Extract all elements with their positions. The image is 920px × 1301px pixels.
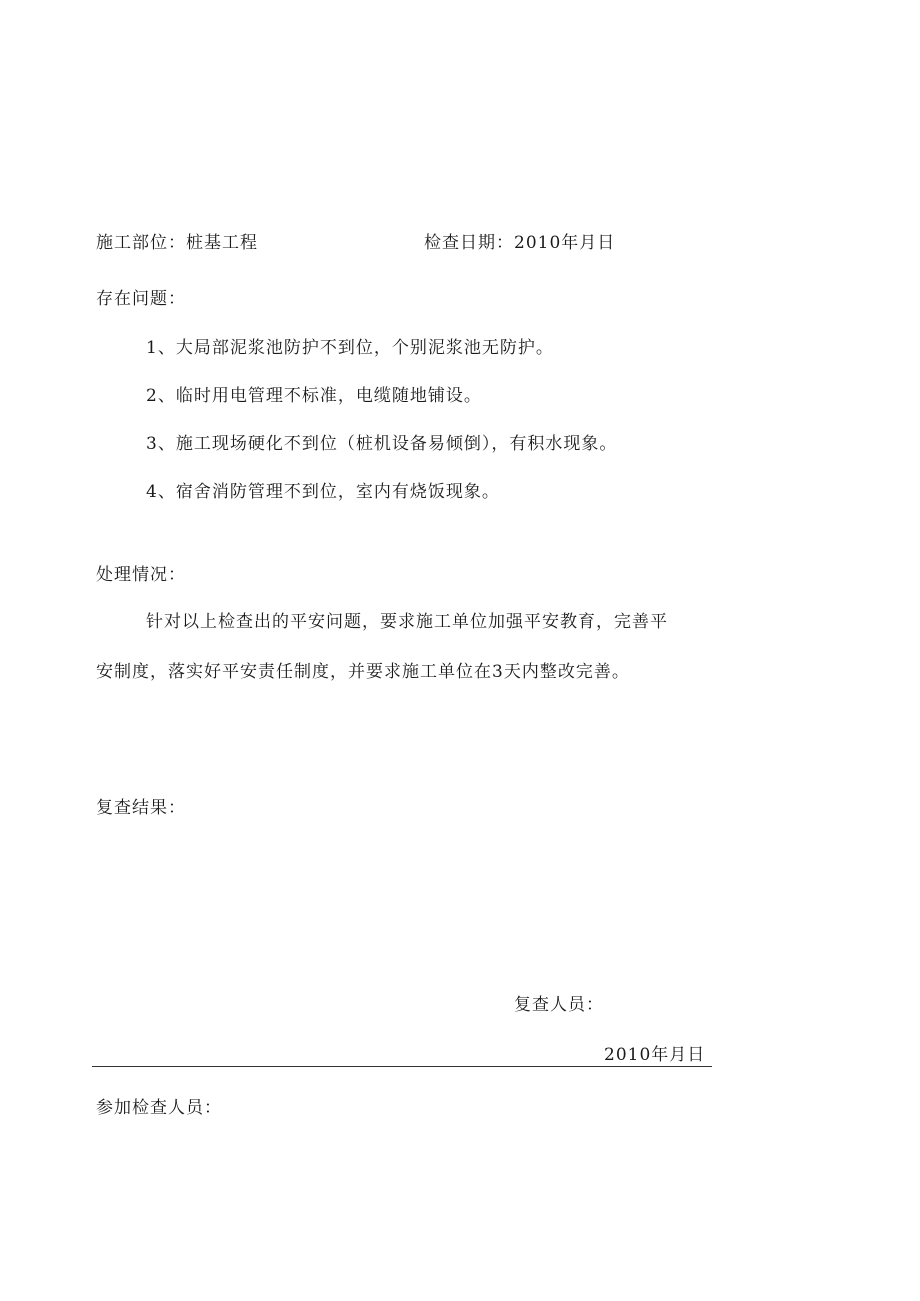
participants-label: 参加检查人员： — [96, 1098, 222, 1118]
handling-heading: 处理情况： — [96, 565, 186, 585]
signature-divider — [92, 1066, 712, 1067]
date-value: 2010年月日 — [514, 233, 616, 253]
header-location — [96, 231, 258, 255]
handling-text-line-1: 针对以上检查出的平安问题，要求施工单位加强平安教育，完善平 — [146, 612, 668, 632]
problems-heading: 存在问题： — [96, 289, 186, 309]
handling-text-line-2: 安制度，落实好平安责任制度，并要求施工单位在3天内整改完善。 — [96, 662, 630, 682]
review-heading: 复查结果： — [96, 798, 186, 818]
location-value: 桩基工程 — [186, 233, 258, 253]
header-date — [424, 231, 615, 255]
date-label: 检查日期： — [424, 233, 514, 253]
problem-item-4: 4、宿舍消防管理不到位，室内有烧饭现象。 — [146, 482, 500, 502]
review-date: 2010年月日 — [604, 1045, 706, 1065]
reviewer-label: 复查人员： — [514, 995, 604, 1015]
problem-item-1: 1、大局部泥浆池防护不到位，个别泥浆池无防护。 — [146, 338, 554, 358]
problem-item-2: 2、临时用电管理不标准，电缆随地铺设。 — [146, 386, 482, 406]
problem-item-3: 3、施工现场硬化不到位（桩机设备易倾倒），有积水现象。 — [146, 434, 618, 454]
location-label: 施工部位： — [96, 233, 186, 253]
